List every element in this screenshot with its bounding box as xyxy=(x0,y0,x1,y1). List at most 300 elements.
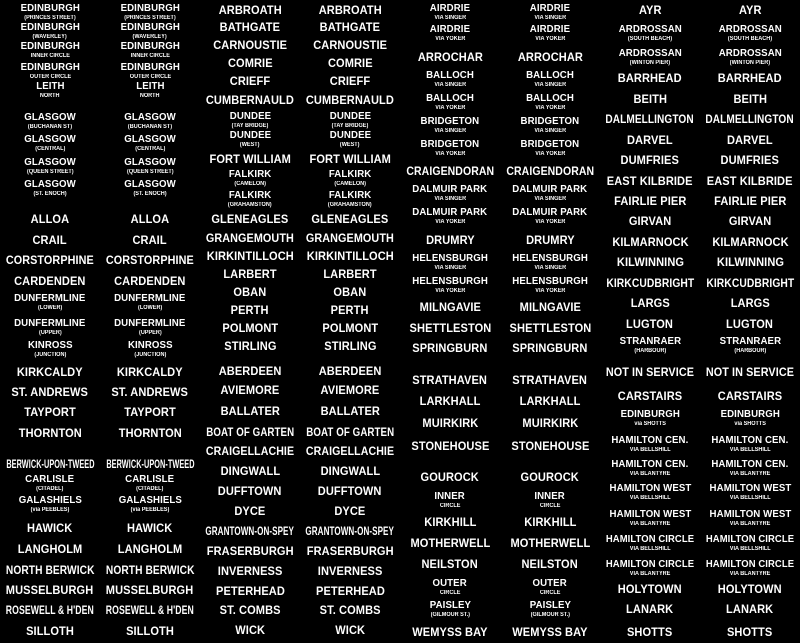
destination-entry xyxy=(100,579,200,601)
destination-name: PERTH xyxy=(331,303,369,317)
destination-name: EDINBURGH xyxy=(720,408,780,421)
destination-entry xyxy=(700,532,800,554)
destination-entry xyxy=(700,457,800,479)
destination-entry xyxy=(100,39,200,61)
destination-entry xyxy=(0,599,100,621)
destination-entry xyxy=(200,188,300,210)
destination-name: WICK xyxy=(335,623,365,637)
destination-name: BALLOCH xyxy=(426,69,474,82)
destination-entry xyxy=(0,422,100,444)
destination-entry xyxy=(600,385,700,407)
destination-entry xyxy=(200,599,300,621)
destination-entry xyxy=(600,251,700,273)
destination-name: ABERDEEN xyxy=(318,364,382,378)
destination-name: STONEHOUSE xyxy=(410,439,489,453)
destination-entry xyxy=(600,108,700,130)
destination-entry xyxy=(300,379,400,401)
destination-name: INVERNESS xyxy=(317,564,383,578)
destination-entry xyxy=(100,291,200,313)
destination-entry xyxy=(300,335,400,357)
destination-name: INNER xyxy=(434,490,466,503)
destination-name: HAMILTON WEST xyxy=(709,508,791,521)
destination-subtitle: VIA BLANTYRE xyxy=(729,520,771,527)
destination-entry xyxy=(400,435,500,457)
destination-name: EAST KILBRIDE xyxy=(607,174,693,188)
destination-name: LARGS xyxy=(730,296,770,310)
destination-name: DARVEL xyxy=(727,133,773,147)
destination-entry xyxy=(700,210,800,232)
destination-entry xyxy=(300,480,400,502)
destination-entry xyxy=(300,500,400,522)
destination-entry xyxy=(400,337,500,359)
destination-entry xyxy=(700,313,800,335)
destination-name: DRUMRY xyxy=(525,233,575,247)
destination-name: KIRKCUDBRIGHT xyxy=(706,276,794,290)
destination-name: BALLATER xyxy=(220,404,280,418)
destination-entry xyxy=(400,68,500,90)
destination-entry xyxy=(400,489,500,511)
destination-name: WEMYSS BAY xyxy=(412,625,488,639)
destination-entry xyxy=(400,274,500,296)
destination-name: PERTH xyxy=(231,303,269,317)
destination-subtitle: (QUEEN STREET) xyxy=(126,168,174,175)
destination-name: KINROSS xyxy=(127,339,173,352)
destination-name: FORT WILLIAM xyxy=(309,152,391,166)
destination-name: AVIEMORE xyxy=(320,383,380,397)
destination-entry xyxy=(300,540,400,562)
destination-name: INVERNESS xyxy=(217,564,283,578)
destination-name: SHETTLESTON xyxy=(509,321,591,335)
destination-entry xyxy=(200,520,300,542)
destination-name: NEILSTON xyxy=(521,557,579,571)
destination-column-8 xyxy=(700,0,800,640)
destination-subtitle: VIA BLANTYRE xyxy=(629,520,671,527)
destination-entry xyxy=(600,292,700,314)
destination-entry xyxy=(600,88,700,110)
destination-entry xyxy=(200,400,300,422)
destination-name: MUSSELBURGH xyxy=(106,583,194,597)
destination-subtitle: (CENTRAL) xyxy=(134,145,166,152)
destination-entry xyxy=(600,231,700,253)
destination-name: EDINBURGH xyxy=(20,40,80,53)
destination-entry xyxy=(600,313,700,335)
destination-subtitle: (SOUTH BEACH) xyxy=(627,35,673,42)
destination-name: CARDENDEN xyxy=(14,274,86,288)
destination-name: HAMILTON CEN. xyxy=(711,434,789,447)
destination-entry xyxy=(600,190,700,212)
destination-name: FRASERBURGH xyxy=(306,544,394,558)
destination-name: ARDROSSAN xyxy=(718,23,782,36)
destination-name: HAWICK xyxy=(27,521,73,535)
destination-name: GRANGEMOUTH xyxy=(305,231,395,245)
destination-name: THORNTON xyxy=(18,426,82,440)
destination-name: BALLOCH xyxy=(526,69,574,82)
destination-entry xyxy=(700,129,800,151)
destination-subtitle: (GRAHAMSTON) xyxy=(328,201,372,208)
destination-name: WEMYSS BAY xyxy=(512,625,588,639)
destination-name: GLASGOW xyxy=(124,178,176,191)
destination-name: GRANGEMOUTH xyxy=(205,231,295,245)
destination-name: DINGWALL xyxy=(320,464,380,478)
destination-name: ST. COMBS xyxy=(219,603,281,617)
destination-subtitle: CIRCLE xyxy=(539,589,561,596)
destination-name: HAMILTON WEST xyxy=(609,508,691,521)
destination-name: CORSTORPHINE xyxy=(105,253,194,267)
destination-name: POLMONT xyxy=(222,321,278,335)
destination-subtitle: VIA YOKER xyxy=(534,35,566,42)
destination-entry xyxy=(300,460,400,482)
destination-name: DALMUIR PARK xyxy=(412,206,488,219)
destination-subtitle: VIA YOKER xyxy=(434,287,466,294)
destination-name: CARNOUSTIE xyxy=(213,38,287,52)
destination-entry xyxy=(400,91,500,113)
destination-entry xyxy=(700,170,800,192)
destination-name: GLENEAGLES xyxy=(311,212,389,226)
destination-subtitle: VIA BLANTYRE xyxy=(629,470,671,477)
destination-subtitle: (SOUTH BEACH) xyxy=(727,35,773,42)
destination-name: KIRKHILL xyxy=(523,515,577,529)
destination-name: BARRHEAD xyxy=(718,71,782,85)
destination-name: FALKIRK xyxy=(328,168,372,181)
destination-name: LEITH xyxy=(35,80,65,93)
destination-subtitle: (CITADEL) xyxy=(36,485,64,492)
destination-entry xyxy=(0,361,100,383)
destination-name: POLMONT xyxy=(322,321,378,335)
destination-entry xyxy=(100,381,200,403)
destination-entry xyxy=(500,205,600,227)
destination-entry xyxy=(600,22,700,44)
destination-name: ARBROATH xyxy=(318,3,382,17)
destination-name: DYCE xyxy=(234,504,266,518)
destination-name: GLENEAGLES xyxy=(211,212,289,226)
destination-entry xyxy=(700,334,800,356)
destination-entry xyxy=(500,553,600,575)
destination-name: FALKIRK xyxy=(328,189,372,202)
destination-entry xyxy=(200,167,300,189)
destination-entry xyxy=(100,401,200,423)
destination-subtitle: INNER CIRCLE xyxy=(30,52,70,59)
destination-name: CUMBERNAULD xyxy=(205,93,295,107)
destination-entry xyxy=(400,160,500,182)
destination-subtitle: (JUNCTION) xyxy=(134,351,166,358)
destination-entry xyxy=(500,91,600,113)
destination-name: KIRKCALDY xyxy=(117,365,183,379)
destination-subtitle: (TAY BRIDGE) xyxy=(231,122,269,129)
destination-name: LARGS xyxy=(630,296,670,310)
destination-name: AYR xyxy=(638,3,662,17)
destination-name: CUMBERNAULD xyxy=(305,93,395,107)
destination-entry xyxy=(0,249,100,271)
destination-name: HAWICK xyxy=(127,521,173,535)
destination-entry xyxy=(600,481,700,503)
destination-entry xyxy=(200,540,300,562)
destination-name: DINGWALL xyxy=(220,464,280,478)
destination-name: AIRDRIE xyxy=(429,23,471,36)
destination-entry xyxy=(500,598,600,620)
destination-name: BRIDGETON xyxy=(420,115,480,128)
destination-name: CARDENDEN xyxy=(114,274,186,288)
destination-subtitle: NORTH xyxy=(140,92,160,99)
destination-subtitle: VIA BELLSHILL xyxy=(729,494,771,501)
destination-entry xyxy=(700,190,800,212)
destination-name: FORT WILLIAM xyxy=(209,152,291,166)
destination-name: ST. COMBS xyxy=(319,603,381,617)
destination-name: STRANRAER xyxy=(719,335,781,348)
destination-name: LUGTON xyxy=(726,317,774,331)
destination-subtitle: VIA SINGER xyxy=(534,14,566,21)
destination-entry xyxy=(400,466,500,488)
destination-name: OUTER xyxy=(532,577,568,590)
destination-name: OBAN xyxy=(233,285,267,299)
destination-subtitle: (GILMOUR ST.) xyxy=(430,611,470,618)
destination-entry xyxy=(300,560,400,582)
destination-entry xyxy=(400,182,500,204)
destination-subtitle: OUTER CIRCLE xyxy=(129,73,171,80)
destination-entry xyxy=(500,296,600,318)
destination-subtitle: (CENTRAL) xyxy=(34,145,66,152)
destination-name: OUTER xyxy=(432,577,468,590)
destination-subtitle: (BUCHANAN ST) xyxy=(27,123,73,130)
destination-name: KIRKINTILLOCH xyxy=(306,249,394,263)
destination-entry xyxy=(0,177,100,199)
destination-name: INNER xyxy=(534,490,566,503)
destination-entry xyxy=(600,532,700,554)
destination-name: ARROCHAR xyxy=(417,50,483,64)
destination-subtitle: (WAVERLEY) xyxy=(32,33,68,40)
destination-name: EDINBURGH xyxy=(120,61,180,74)
destination-entry xyxy=(100,361,200,383)
destination-name: KILMARNOCK xyxy=(711,235,789,249)
destination-entry xyxy=(500,22,600,44)
destination-entry xyxy=(400,46,500,68)
destination-entry xyxy=(500,160,600,182)
destination-subtitle: (GRAHAMSTON) xyxy=(228,201,272,208)
destination-entry xyxy=(500,274,600,296)
destination-entry xyxy=(0,338,100,360)
destination-subtitle: (ST. ENOCH) xyxy=(33,190,67,197)
destination-name: STRANRAER xyxy=(619,335,681,348)
destination-name: SILLOTH xyxy=(126,624,174,638)
destination-name: KIRKCUDBRIGHT xyxy=(606,276,694,290)
destination-name: CARSTAIRS xyxy=(617,389,683,403)
destination-entry xyxy=(0,538,100,560)
destination-name: SHOTTS xyxy=(727,625,773,639)
destination-subtitle: (CAMELON) xyxy=(234,180,266,187)
destination-subtitle: VIA SINGER xyxy=(534,127,566,134)
destination-name: DUFFTOWN xyxy=(218,484,282,498)
destination-name: AIRDRIE xyxy=(529,23,571,36)
destination-entry xyxy=(500,68,600,90)
destination-column-5 xyxy=(400,0,500,640)
destination-entry xyxy=(200,89,300,111)
destination-name: MILNGAVIE xyxy=(419,300,481,314)
destination-entry xyxy=(200,335,300,357)
destination-name: DRUMRY xyxy=(425,233,475,247)
destination-name: PAISLEY xyxy=(529,599,571,612)
destination-name: ARDROSSAN xyxy=(618,23,682,36)
destination-name: ARDROSSAN xyxy=(718,47,782,60)
destination-subtitle: VIA SINGER xyxy=(534,195,566,202)
destination-subtitle: VIA SINGER xyxy=(534,81,566,88)
destination-name: ST. ANDREWS xyxy=(111,385,189,399)
destination-name: SPRINGBURN xyxy=(412,341,488,355)
destination-subtitle: VIA SINGER xyxy=(534,264,566,271)
destination-subtitle: (HARBOUR) xyxy=(734,347,766,354)
destination-name: GLASGOW xyxy=(24,156,76,169)
destination-subtitle: VIA BELLSHILL xyxy=(729,446,771,453)
destination-name: HAMILTON CIRCLE xyxy=(705,558,795,571)
destination-name: DUNDEE xyxy=(329,129,371,142)
destination-entry xyxy=(0,270,100,292)
destination-subtitle: via SHOTTS xyxy=(634,420,666,427)
destination-entry xyxy=(100,110,200,132)
destination-subtitle: OUTER CIRCLE xyxy=(29,73,71,80)
destination-entry xyxy=(100,517,200,539)
destination-entry xyxy=(100,249,200,271)
destination-name: BARRHEAD xyxy=(618,71,682,85)
destination-entry xyxy=(0,155,100,177)
destination-subtitle: VIA YOKER xyxy=(434,150,466,157)
destination-name: LUGTON xyxy=(626,317,674,331)
destination-subtitle: NORTH xyxy=(40,92,60,99)
destination-entry xyxy=(600,210,700,232)
destination-entry xyxy=(300,128,400,150)
destination-entry xyxy=(700,0,800,21)
destination-entry xyxy=(100,599,200,621)
destination-entry xyxy=(700,67,800,89)
destination-subtitle: VIA SINGER xyxy=(434,14,466,21)
destination-name: EDINBURGH xyxy=(120,40,180,53)
destination-entry xyxy=(0,493,100,515)
destination-name: CRAIGELLACHIE xyxy=(205,444,295,458)
destination-name: TAYPORT xyxy=(24,405,76,419)
destination-name: THORNTON xyxy=(118,426,182,440)
destination-entry xyxy=(200,460,300,482)
destination-name: ROSEWELL & H'DEN xyxy=(105,603,195,617)
destination-entry xyxy=(100,316,200,338)
destination-entry xyxy=(500,390,600,412)
destination-name: EDINBURGH xyxy=(20,61,80,74)
destination-entry xyxy=(0,472,100,494)
destination-name: ALLOA xyxy=(30,212,70,226)
destination-name: LARKHALL xyxy=(419,394,481,408)
destination-entry xyxy=(500,511,600,533)
destination-column-7 xyxy=(600,0,700,640)
destination-name: LARKHALL xyxy=(519,394,581,408)
destination-name: HAMILTON CEN. xyxy=(611,458,689,471)
destination-entry xyxy=(0,39,100,61)
destination-name: AIRDRIE xyxy=(429,2,471,15)
destination-entry xyxy=(300,520,400,542)
destination-entry xyxy=(500,182,600,204)
destination-name: SILLOTH xyxy=(26,624,74,638)
destination-entry xyxy=(0,517,100,539)
destination-name: COMRIE xyxy=(227,56,273,70)
destination-name: COMRIE xyxy=(327,56,373,70)
destination-name: CRAIGENDORAN xyxy=(406,164,494,178)
destination-entry xyxy=(500,435,600,457)
destination-entry xyxy=(300,89,400,111)
destination-name: CORSTORPHINE xyxy=(5,253,94,267)
destination-name: NOT IN SERVICE xyxy=(705,365,795,379)
destination-entry xyxy=(200,128,300,150)
destination-entry xyxy=(400,317,500,339)
destination-name: HELENSBURGH xyxy=(412,275,488,288)
destination-entry xyxy=(100,208,200,230)
destination-name: DUNDEE xyxy=(329,110,371,123)
destination-name: HOLYTOWN xyxy=(718,582,782,596)
destination-subtitle: VIA SINGER xyxy=(434,264,466,271)
destination-entry xyxy=(700,149,800,171)
destination-entry xyxy=(600,272,700,294)
destination-entry xyxy=(100,155,200,177)
destination-entry xyxy=(700,292,800,314)
destination-subtitle: (WEST) xyxy=(340,141,360,148)
destination-entry xyxy=(200,440,300,462)
destination-column-4 xyxy=(300,0,400,640)
destination-entry xyxy=(700,557,800,579)
destination-entry xyxy=(600,361,700,383)
destination-name: DUNDEE xyxy=(229,110,271,123)
destination-entry xyxy=(700,385,800,407)
destination-name: BRIDGETON xyxy=(420,138,480,151)
destination-column-6 xyxy=(500,0,600,640)
destination-subtitle: (via PEEBLES) xyxy=(130,506,170,513)
destination-name: ST. ANDREWS xyxy=(11,385,89,399)
destination-entry xyxy=(400,137,500,159)
destination-name: GOUROCK xyxy=(520,470,580,484)
destination-name: NORTH BERWICK xyxy=(5,563,95,577)
destination-entry xyxy=(300,400,400,422)
destination-entry xyxy=(700,433,800,455)
destination-entry xyxy=(300,167,400,189)
destination-subtitle: VIA YOKER xyxy=(534,218,566,225)
destination-name: HELENSBURGH xyxy=(512,252,588,265)
destination-name: DYCE xyxy=(334,504,366,518)
destination-entry xyxy=(100,270,200,292)
destination-subtitle: VIA YOKER xyxy=(534,150,566,157)
destination-name: PETERHEAD xyxy=(315,584,385,598)
destination-name: DARVEL xyxy=(627,133,673,147)
destination-name: GALASHIELS xyxy=(118,494,182,507)
destination-subtitle: VIA BELLSHILL xyxy=(629,494,671,501)
destination-name: BEITH xyxy=(733,92,767,106)
destination-entry xyxy=(400,1,500,23)
destination-entry xyxy=(500,489,600,511)
destination-entry xyxy=(700,108,800,130)
destination-name: TAYPORT xyxy=(124,405,176,419)
destination-name: HAMILTON CEN. xyxy=(711,458,789,471)
destination-name: BATHGATE xyxy=(219,20,281,34)
destination-subtitle: (UPPER) xyxy=(138,329,162,336)
destination-entry xyxy=(400,532,500,554)
destination-subtitle: VIA YOKER xyxy=(534,104,566,111)
destination-entry xyxy=(400,369,500,391)
destination-entry xyxy=(500,466,600,488)
destination-entry xyxy=(0,291,100,313)
destination-name: NEILSTON xyxy=(421,557,479,571)
destination-subtitle: CIRCLE xyxy=(439,502,461,509)
destination-subtitle: VIA BLANTYRE xyxy=(729,470,771,477)
destination-entry xyxy=(500,229,600,251)
destination-name: MOTHERWELL xyxy=(510,536,590,550)
destination-entry xyxy=(0,208,100,230)
destination-entry xyxy=(500,46,600,68)
destination-name: EAST KILBRIDE xyxy=(707,174,793,188)
destination-entry xyxy=(500,1,600,23)
destination-name: CRAIL xyxy=(132,233,168,247)
destination-name: CARLISLE xyxy=(125,473,175,486)
